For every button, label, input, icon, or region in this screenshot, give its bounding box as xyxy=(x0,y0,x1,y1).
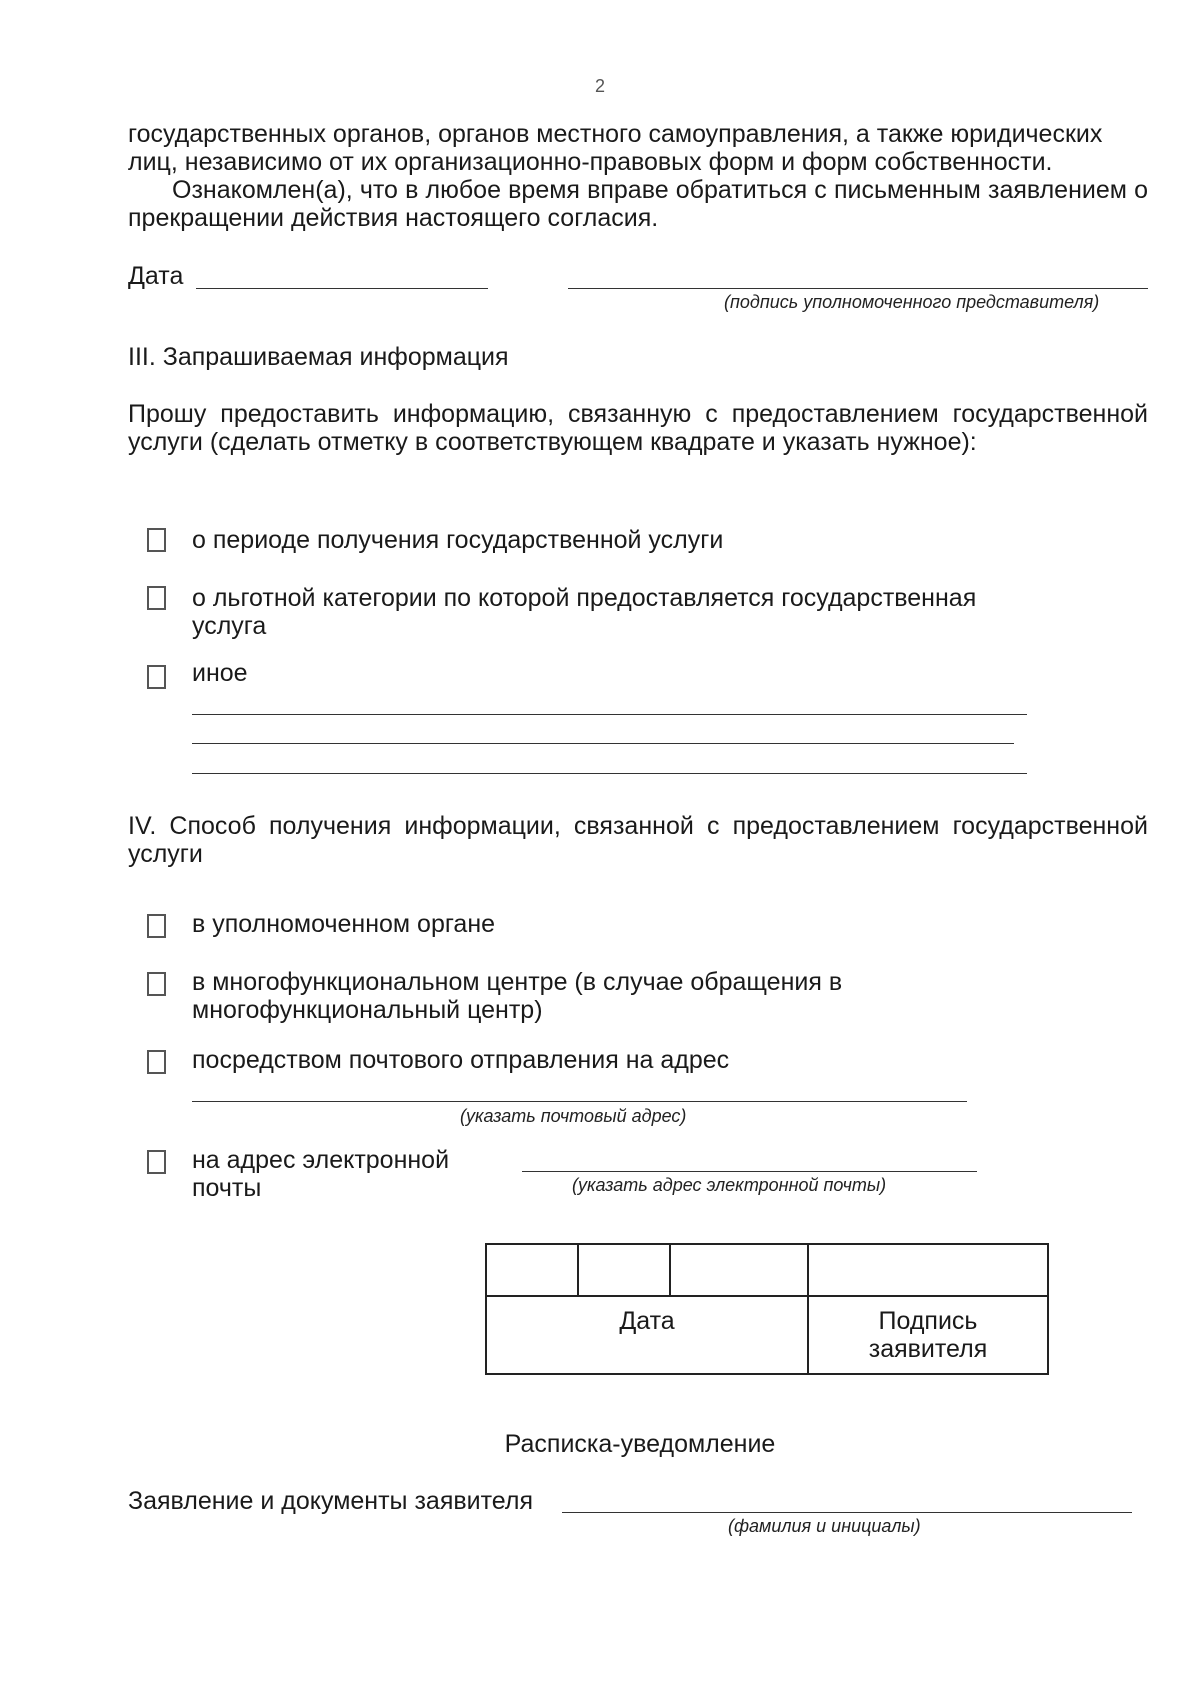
section-3-intro: Прошу предоставить информацию, связанную с предоставлением государственной услуги (сделать отметку в соответствующем квадрате и указать нужное): xyxy=(128,400,1148,456)
receipt-title: Расписка-уведомление xyxy=(504,1430,776,1458)
section-4-title: IV. Способ получения информации, связанной с предоставлением государственной услуги xyxy=(128,812,1148,868)
signature-cell[interactable] xyxy=(808,1244,1048,1296)
applicant-name-line[interactable] xyxy=(562,1512,1132,1513)
consent-line-2: лиц, независимо от их организационно-правовых форм и форм собственности. xyxy=(128,148,1053,176)
section-3-title: III. Запрашиваемая информация xyxy=(128,343,509,371)
date-month-cell[interactable] xyxy=(578,1244,670,1296)
consent-paragraph: Ознакомлен(а), что в любое время вправе обратиться с письменным заявлением о прекращении действия настоящего согласия. xyxy=(128,176,1148,232)
date-day-cell[interactable] xyxy=(486,1244,578,1296)
option-other-label: иное xyxy=(192,659,248,687)
table-date-label: Дата xyxy=(486,1296,808,1374)
postal-address-line[interactable] xyxy=(192,1101,967,1102)
other-field-line-3[interactable] xyxy=(192,773,1027,774)
postal-address-caption: (указать почтовый адрес) xyxy=(460,1106,687,1126)
option-period-checkbox[interactable] xyxy=(147,528,166,552)
date-year-cell[interactable] xyxy=(670,1244,808,1296)
delivery-email-checkbox[interactable] xyxy=(147,1150,166,1174)
signature-caption: (подпись уполномоченного представителя) xyxy=(724,292,1100,312)
option-other-checkbox[interactable] xyxy=(147,665,166,689)
email-address-caption: (указать адрес электронной почты) xyxy=(572,1175,887,1195)
other-field-line-2[interactable] xyxy=(192,743,1014,744)
option-period-label: о периоде получения государственной услуги xyxy=(192,526,724,554)
delivery-mfc-label: в многофункциональном центре (в случае обращения в многофункциональный центр) xyxy=(192,968,843,1024)
delivery-authority-checkbox[interactable] xyxy=(147,914,166,938)
option-benefit-category-checkbox[interactable] xyxy=(147,586,166,610)
delivery-mfc-checkbox[interactable] xyxy=(147,972,166,996)
consent-line-1: государственных органов, органов местного самоуправления, а также юридических xyxy=(128,120,1103,148)
applicant-name-caption: (фамилия и инициалы) xyxy=(728,1516,921,1536)
page-number: 2 xyxy=(594,76,605,96)
email-address-line[interactable] xyxy=(522,1171,977,1172)
date-label: Дата xyxy=(128,262,184,290)
signature-field-line[interactable] xyxy=(568,288,1148,289)
delivery-post-label: посредством почтового отправления на адрес xyxy=(192,1046,730,1074)
table-signature-label: Подпись заявителя xyxy=(808,1296,1048,1374)
date-field-line[interactable] xyxy=(196,288,488,289)
option-benefit-category-label: о льготной категории по которой предоставляется государственная услуга xyxy=(192,584,977,640)
receipt-text: Заявление и документы заявителя xyxy=(128,1487,533,1515)
other-field-line-1[interactable] xyxy=(192,714,1027,715)
delivery-authority-label: в уполномоченном органе xyxy=(192,910,496,938)
delivery-email-label: на адрес электронной почты xyxy=(192,1146,450,1202)
date-signature-table xyxy=(485,1243,1049,1375)
delivery-post-checkbox[interactable] xyxy=(147,1050,166,1074)
